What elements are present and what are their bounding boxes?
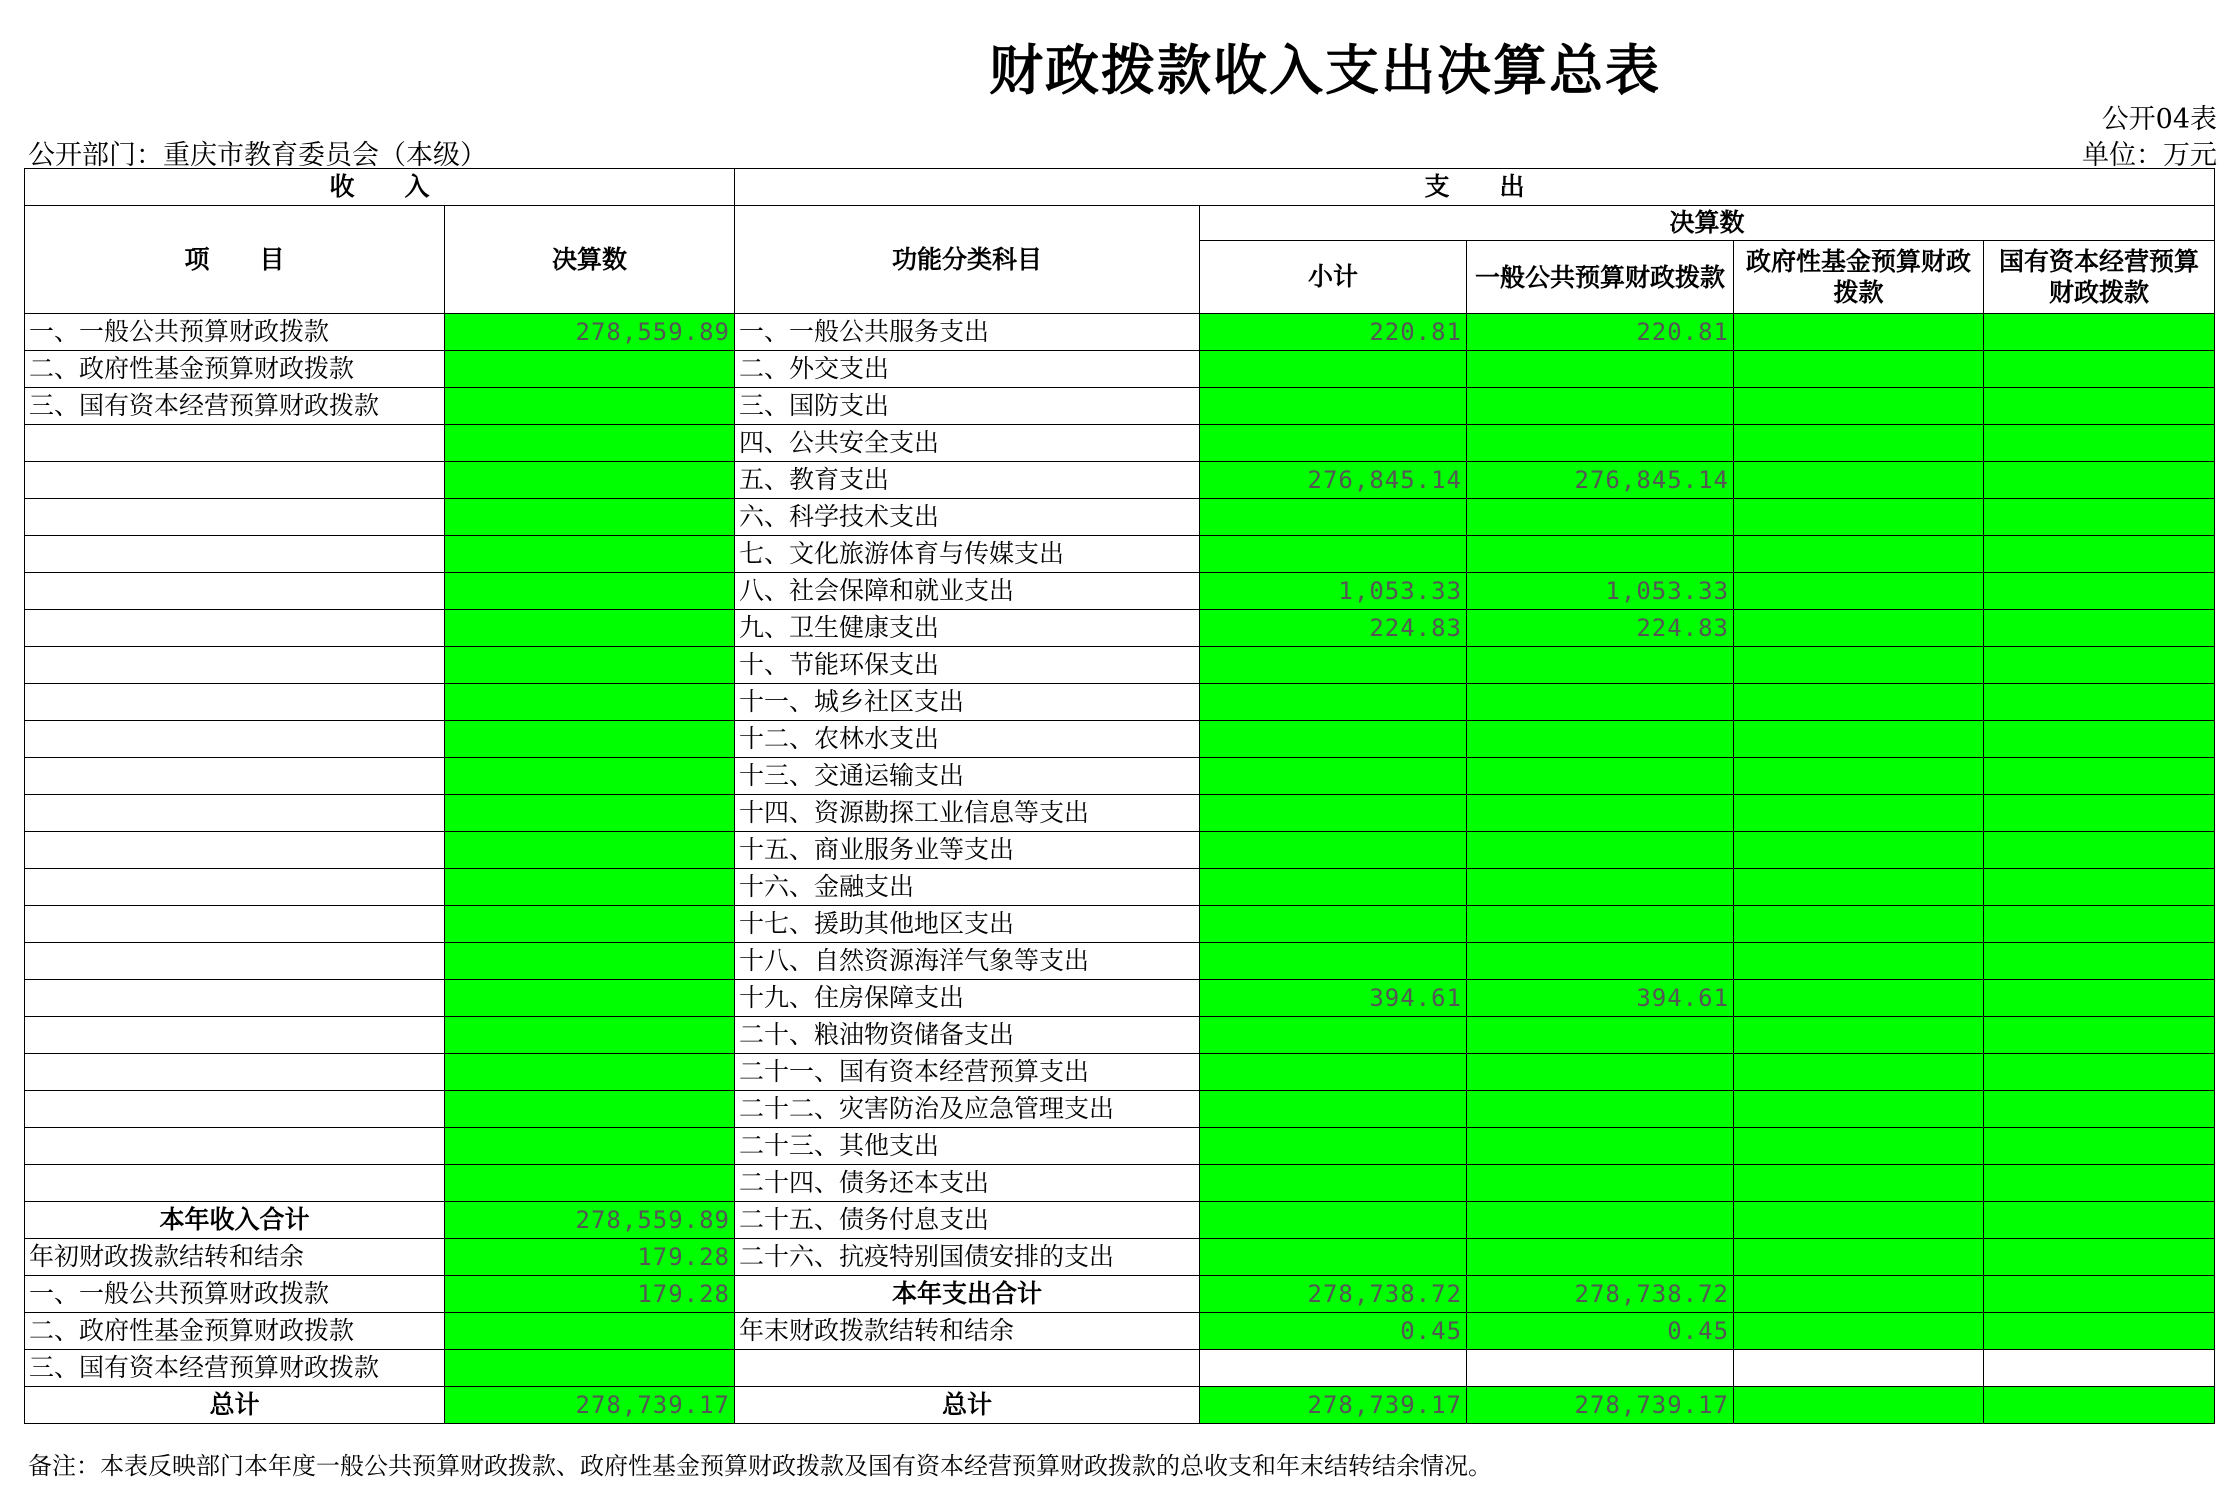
gov-fund-cell — [1734, 832, 1984, 869]
income-amount-cell: 278,559.89 — [445, 1202, 735, 1239]
gov-fund-cell — [1734, 1202, 1984, 1239]
general-budget-cell: 278,738.72 — [1467, 1276, 1734, 1313]
gov-fund-cell — [1734, 1313, 1984, 1350]
gov-fund-cell — [1734, 425, 1984, 462]
table-row — [25, 351, 2215, 388]
state-capital-cell — [1984, 573, 2215, 610]
expense-item-cell: 二十六、抗疫特别国债安排的支出 — [735, 1239, 1200, 1276]
table-row — [25, 536, 2215, 573]
general-budget-cell — [1467, 388, 1734, 425]
state-capital-cell — [1984, 499, 2215, 536]
subtotal-cell — [1200, 1350, 1467, 1387]
gov-fund-cell — [1734, 795, 1984, 832]
general-budget-cell — [1467, 1017, 1734, 1054]
general-budget-cell — [1467, 832, 1734, 869]
expense-item-cell: 二十、粮油物资储备支出 — [735, 1017, 1200, 1054]
income-item-cell — [25, 499, 445, 536]
subtotal-cell — [1200, 647, 1467, 684]
subtotal-cell — [1200, 906, 1467, 943]
income-amount-cell — [445, 869, 735, 906]
budget-table — [24, 168, 2215, 1424]
table-row — [25, 721, 2215, 758]
state-capital-cell — [1984, 1128, 2215, 1165]
income-item-cell — [25, 462, 445, 499]
income-amount-cell: 179.28 — [445, 1276, 735, 1313]
gov-fund-cell — [1734, 388, 1984, 425]
general-budget-cell: 1,053.33 — [1467, 573, 1734, 610]
gov-fund-cell — [1734, 758, 1984, 795]
state-capital-cell — [1984, 1313, 2215, 1350]
income-amount-cell — [445, 462, 735, 499]
income-item-cell: 一、一般公共预算财政拨款 — [25, 1276, 445, 1313]
state-capital-cell — [1984, 388, 2215, 425]
subtotal-cell — [1200, 684, 1467, 721]
state-capital-cell — [1984, 647, 2215, 684]
expense-item-cell — [735, 1350, 1200, 1387]
general-budget-cell — [1467, 425, 1734, 462]
income-amount-cell — [445, 1091, 735, 1128]
expense-item-cell: 二十三、其他支出 — [735, 1128, 1200, 1165]
expense-item-cell: 十六、金融支出 — [735, 869, 1200, 906]
table-row — [25, 314, 2215, 351]
expense-header: 支 出 — [735, 169, 2215, 206]
table-row — [25, 573, 2215, 610]
expense-item-cell: 本年支出合计 — [735, 1276, 1200, 1313]
expense-item-cell: 七、文化旅游体育与传媒支出 — [735, 536, 1200, 573]
income-amount-cell — [445, 832, 735, 869]
income-amount-cell — [445, 684, 735, 721]
expense-item-cell: 三、国防支出 — [735, 388, 1200, 425]
state-capital-cell — [1984, 536, 2215, 573]
table-row — [25, 943, 2215, 980]
income-amount-cell — [445, 499, 735, 536]
general-budget-cell — [1467, 684, 1734, 721]
gov-fund-cell — [1734, 906, 1984, 943]
general-budget-header: 一般公共预算财政拨款 — [1467, 241, 1734, 314]
table-row — [25, 425, 2215, 462]
income-amount-cell — [445, 388, 735, 425]
expense-item-cell: 二十二、灾害防治及应急管理支出 — [735, 1091, 1200, 1128]
income-amount-cell — [445, 1128, 735, 1165]
state-capital-cell — [1984, 1387, 2215, 1424]
state-capital-cell — [1984, 1054, 2215, 1091]
expense-item-cell: 十三、交通运输支出 — [735, 758, 1200, 795]
subtotal-cell — [1200, 832, 1467, 869]
general-budget-cell — [1467, 1239, 1734, 1276]
income-amount-cell — [445, 758, 735, 795]
expense-item-cell: 十二、农林水支出 — [735, 721, 1200, 758]
gov-fund-cell — [1734, 1350, 1984, 1387]
subtotal-cell: 224.83 — [1200, 610, 1467, 647]
income-item-cell — [25, 1091, 445, 1128]
subtotal-cell — [1200, 869, 1467, 906]
amount-header: 决算数 — [445, 206, 735, 314]
general-budget-cell — [1467, 351, 1734, 388]
gov-fund-cell — [1734, 1239, 1984, 1276]
income-amount-cell — [445, 1054, 735, 1091]
table-row — [25, 832, 2215, 869]
income-amount-cell — [445, 536, 735, 573]
subtotal-cell: 220.81 — [1200, 314, 1467, 351]
expense-item-cell: 四、公共安全支出 — [735, 425, 1200, 462]
state-capital-cell — [1984, 832, 2215, 869]
expense-item-cell: 十、节能环保支出 — [735, 647, 1200, 684]
income-item-cell: 三、国有资本经营预算财政拨款 — [25, 388, 445, 425]
expense-item-cell: 六、科学技术支出 — [735, 499, 1200, 536]
income-item-cell — [25, 906, 445, 943]
income-item-cell — [25, 425, 445, 462]
state-capital-cell — [1984, 721, 2215, 758]
income-amount-cell — [445, 425, 735, 462]
subtotal-cell: 278,739.17 — [1200, 1387, 1467, 1424]
table-row — [25, 1276, 2215, 1313]
income-item-cell: 三、国有资本经营预算财政拨款 — [25, 1350, 445, 1387]
income-item-cell: 一、一般公共预算财政拨款 — [25, 314, 445, 351]
expense-item-cell: 二十一、国有资本经营预算支出 — [735, 1054, 1200, 1091]
income-item-cell: 总计 — [25, 1387, 445, 1424]
table-row — [25, 388, 2215, 425]
subtotal-cell — [1200, 721, 1467, 758]
subtotal-cell: 394.61 — [1200, 980, 1467, 1017]
gov-fund-cell — [1734, 314, 1984, 351]
subtotal-cell — [1200, 1128, 1467, 1165]
subtotal-cell: 0.45 — [1200, 1313, 1467, 1350]
state-capital-cell — [1984, 1017, 2215, 1054]
general-budget-cell: 278,739.17 — [1467, 1387, 1734, 1424]
func-category-header: 功能分类科目 — [735, 206, 1200, 314]
income-amount-cell — [445, 721, 735, 758]
state-capital-cell — [1984, 906, 2215, 943]
income-item-cell — [25, 536, 445, 573]
subtotal-cell — [1200, 1165, 1467, 1202]
expense-item-cell: 九、卫生健康支出 — [735, 610, 1200, 647]
income-item-cell — [25, 832, 445, 869]
subtotal-cell — [1200, 943, 1467, 980]
gov-fund-cell — [1734, 869, 1984, 906]
gov-fund-cell — [1734, 573, 1984, 610]
table-row — [25, 906, 2215, 943]
state-capital-cell — [1984, 610, 2215, 647]
subtotal-cell — [1200, 1239, 1467, 1276]
general-budget-cell — [1467, 1091, 1734, 1128]
income-item-cell — [25, 647, 445, 684]
subtotal-header: 小计 — [1200, 241, 1467, 314]
subtotal-cell: 278,738.72 — [1200, 1276, 1467, 1313]
report-title: 财政拨款收入支出决算总表 — [989, 39, 1661, 102]
table-row — [25, 1350, 2215, 1387]
gov-fund-cell — [1734, 684, 1984, 721]
table-row — [25, 758, 2215, 795]
footnote: 备注：本表反映部门本年度一般公共预算财政拨款、政府性基金预算财政拨款及国有资本经营预算财政拨款的总收支和年末结转结余情况。 — [28, 1452, 1492, 1480]
general-budget-cell — [1467, 721, 1734, 758]
income-item-cell — [25, 610, 445, 647]
gov-fund-cell — [1734, 721, 1984, 758]
expense-item-cell: 十八、自然资源海洋气象等支出 — [735, 943, 1200, 980]
department-label: 公开部门：重庆市教育委员会（本级） — [28, 140, 487, 171]
table-row — [25, 462, 2215, 499]
income-amount-cell — [445, 351, 735, 388]
state-capital-cell — [1984, 425, 2215, 462]
gov-fund-cell — [1734, 1017, 1984, 1054]
subtotal-cell: 276,845.14 — [1200, 462, 1467, 499]
expense-item-cell: 八、社会保障和就业支出 — [735, 573, 1200, 610]
general-budget-cell: 276,845.14 — [1467, 462, 1734, 499]
expense-item-cell: 十九、住房保障支出 — [735, 980, 1200, 1017]
table-code: 公开04表 — [2101, 104, 2217, 135]
expense-item-cell: 总计 — [735, 1387, 1200, 1424]
final-amount-header: 决算数 — [1200, 206, 2215, 241]
expense-item-cell: 十五、商业服务业等支出 — [735, 832, 1200, 869]
subtotal-cell — [1200, 1054, 1467, 1091]
table-row — [25, 1091, 2215, 1128]
income-item-cell: 年初财政拨款结转和结余 — [25, 1239, 445, 1276]
gov-fund-cell — [1734, 1128, 1984, 1165]
general-budget-cell: 394.61 — [1467, 980, 1734, 1017]
expense-item-cell: 十一、城乡社区支出 — [735, 684, 1200, 721]
income-item-cell — [25, 980, 445, 1017]
income-amount-cell: 278,739.17 — [445, 1387, 735, 1424]
general-budget-cell — [1467, 499, 1734, 536]
income-item-cell — [25, 1165, 445, 1202]
income-item-cell — [25, 795, 445, 832]
income-amount-cell — [445, 1165, 735, 1202]
subtotal-cell: 1,053.33 — [1200, 573, 1467, 610]
table-row — [25, 795, 2215, 832]
expense-item-cell: 十四、资源勘探工业信息等支出 — [735, 795, 1200, 832]
state-capital-cell — [1984, 795, 2215, 832]
subtotal-cell — [1200, 351, 1467, 388]
unit-label: 单位：万元 — [2082, 140, 2217, 171]
expense-item-cell: 二、外交支出 — [735, 351, 1200, 388]
expense-item-cell: 年末财政拨款结转和结余 — [735, 1313, 1200, 1350]
subtotal-cell — [1200, 425, 1467, 462]
general-budget-cell — [1467, 1054, 1734, 1091]
table-row — [25, 1202, 2215, 1239]
general-budget-cell: 0.45 — [1467, 1313, 1734, 1350]
table-row — [25, 1017, 2215, 1054]
table-row — [25, 499, 2215, 536]
gov-fund-cell — [1734, 980, 1984, 1017]
state-capital-cell — [1984, 1276, 2215, 1313]
table-row — [25, 1054, 2215, 1091]
income-item-cell: 二、政府性基金预算财政拨款 — [25, 1313, 445, 1350]
income-header: 收 入 — [25, 169, 735, 206]
table-row — [25, 1313, 2215, 1350]
table-row — [25, 1165, 2215, 1202]
table-row — [25, 610, 2215, 647]
income-item-cell — [25, 943, 445, 980]
item-header: 项 目 — [25, 206, 445, 314]
income-item-cell: 本年收入合计 — [25, 1202, 445, 1239]
state-capital-cell — [1984, 462, 2215, 499]
gov-fund-cell — [1734, 943, 1984, 980]
general-budget-cell — [1467, 647, 1734, 684]
table-row — [25, 647, 2215, 684]
income-amount-cell: 179.28 — [445, 1239, 735, 1276]
general-budget-cell — [1467, 1128, 1734, 1165]
gov-fund-cell — [1734, 1165, 1984, 1202]
income-amount-cell: 278,559.89 — [445, 314, 735, 351]
gov-fund-cell — [1734, 1091, 1984, 1128]
general-budget-cell: 220.81 — [1467, 314, 1734, 351]
state-capital-cell — [1984, 980, 2215, 1017]
income-item-cell — [25, 1054, 445, 1091]
expense-item-cell: 二十四、债务还本支出 — [735, 1165, 1200, 1202]
subtotal-cell — [1200, 388, 1467, 425]
table-row — [25, 684, 2215, 721]
subtotal-cell — [1200, 536, 1467, 573]
expense-item-cell: 一、一般公共服务支出 — [735, 314, 1200, 351]
income-amount-cell — [445, 795, 735, 832]
income-amount-cell — [445, 906, 735, 943]
income-item-cell — [25, 869, 445, 906]
gov-fund-cell — [1734, 1054, 1984, 1091]
income-amount-cell — [445, 610, 735, 647]
gov-fund-cell — [1734, 610, 1984, 647]
subtotal-cell — [1200, 795, 1467, 832]
general-budget-cell — [1467, 1202, 1734, 1239]
income-amount-cell — [445, 1017, 735, 1054]
income-amount-cell — [445, 1350, 735, 1387]
state-capital-cell — [1984, 314, 2215, 351]
income-amount-cell — [445, 647, 735, 684]
state-capital-cell — [1984, 1165, 2215, 1202]
subtotal-cell — [1200, 499, 1467, 536]
income-amount-cell — [445, 1313, 735, 1350]
state-capital-cell — [1984, 1239, 2215, 1276]
income-item-cell: 二、政府性基金预算财政拨款 — [25, 351, 445, 388]
state-capital-cell — [1984, 758, 2215, 795]
gov-fund-cell — [1734, 351, 1984, 388]
income-item-cell — [25, 721, 445, 758]
subtotal-cell — [1200, 758, 1467, 795]
general-budget-cell — [1467, 758, 1734, 795]
income-amount-cell — [445, 980, 735, 1017]
income-item-cell — [25, 1017, 445, 1054]
income-amount-cell — [445, 943, 735, 980]
gov-fund-header: 政府性基金预算财政拨款 — [1734, 241, 1984, 314]
table-row — [25, 980, 2215, 1017]
income-item-cell — [25, 1128, 445, 1165]
subtotal-cell — [1200, 1091, 1467, 1128]
state-capital-cell — [1984, 1202, 2215, 1239]
general-budget-cell — [1467, 869, 1734, 906]
general-budget-cell — [1467, 906, 1734, 943]
general-budget-cell — [1467, 536, 1734, 573]
income-item-cell — [25, 758, 445, 795]
gov-fund-cell — [1734, 647, 1984, 684]
state-capital-cell — [1984, 869, 2215, 906]
subtotal-cell — [1200, 1017, 1467, 1054]
income-item-cell — [25, 684, 445, 721]
gov-fund-cell — [1734, 536, 1984, 573]
state-capital-cell — [1984, 684, 2215, 721]
general-budget-cell: 224.83 — [1467, 610, 1734, 647]
state-capital-cell — [1984, 943, 2215, 980]
expense-item-cell: 五、教育支出 — [735, 462, 1200, 499]
table-row — [25, 1387, 2215, 1424]
table-row — [25, 1128, 2215, 1165]
gov-fund-cell — [1734, 1276, 1984, 1313]
general-budget-cell — [1467, 1350, 1734, 1387]
general-budget-cell — [1467, 795, 1734, 832]
state-capital-cell — [1984, 351, 2215, 388]
income-amount-cell — [445, 573, 735, 610]
gov-fund-cell — [1734, 1387, 1984, 1424]
state-capital-cell — [1984, 1350, 2215, 1387]
expense-item-cell: 二十五、债务付息支出 — [735, 1202, 1200, 1239]
general-budget-cell — [1467, 943, 1734, 980]
subtotal-cell — [1200, 1202, 1467, 1239]
state-capital-header: 国有资本经营预算财政拨款 — [1984, 241, 2215, 314]
table-row — [25, 869, 2215, 906]
general-budget-cell — [1467, 1165, 1734, 1202]
income-item-cell — [25, 573, 445, 610]
gov-fund-cell — [1734, 462, 1984, 499]
gov-fund-cell — [1734, 499, 1984, 536]
expense-item-cell: 十七、援助其他地区支出 — [735, 906, 1200, 943]
table-row — [25, 1239, 2215, 1276]
state-capital-cell — [1984, 1091, 2215, 1128]
